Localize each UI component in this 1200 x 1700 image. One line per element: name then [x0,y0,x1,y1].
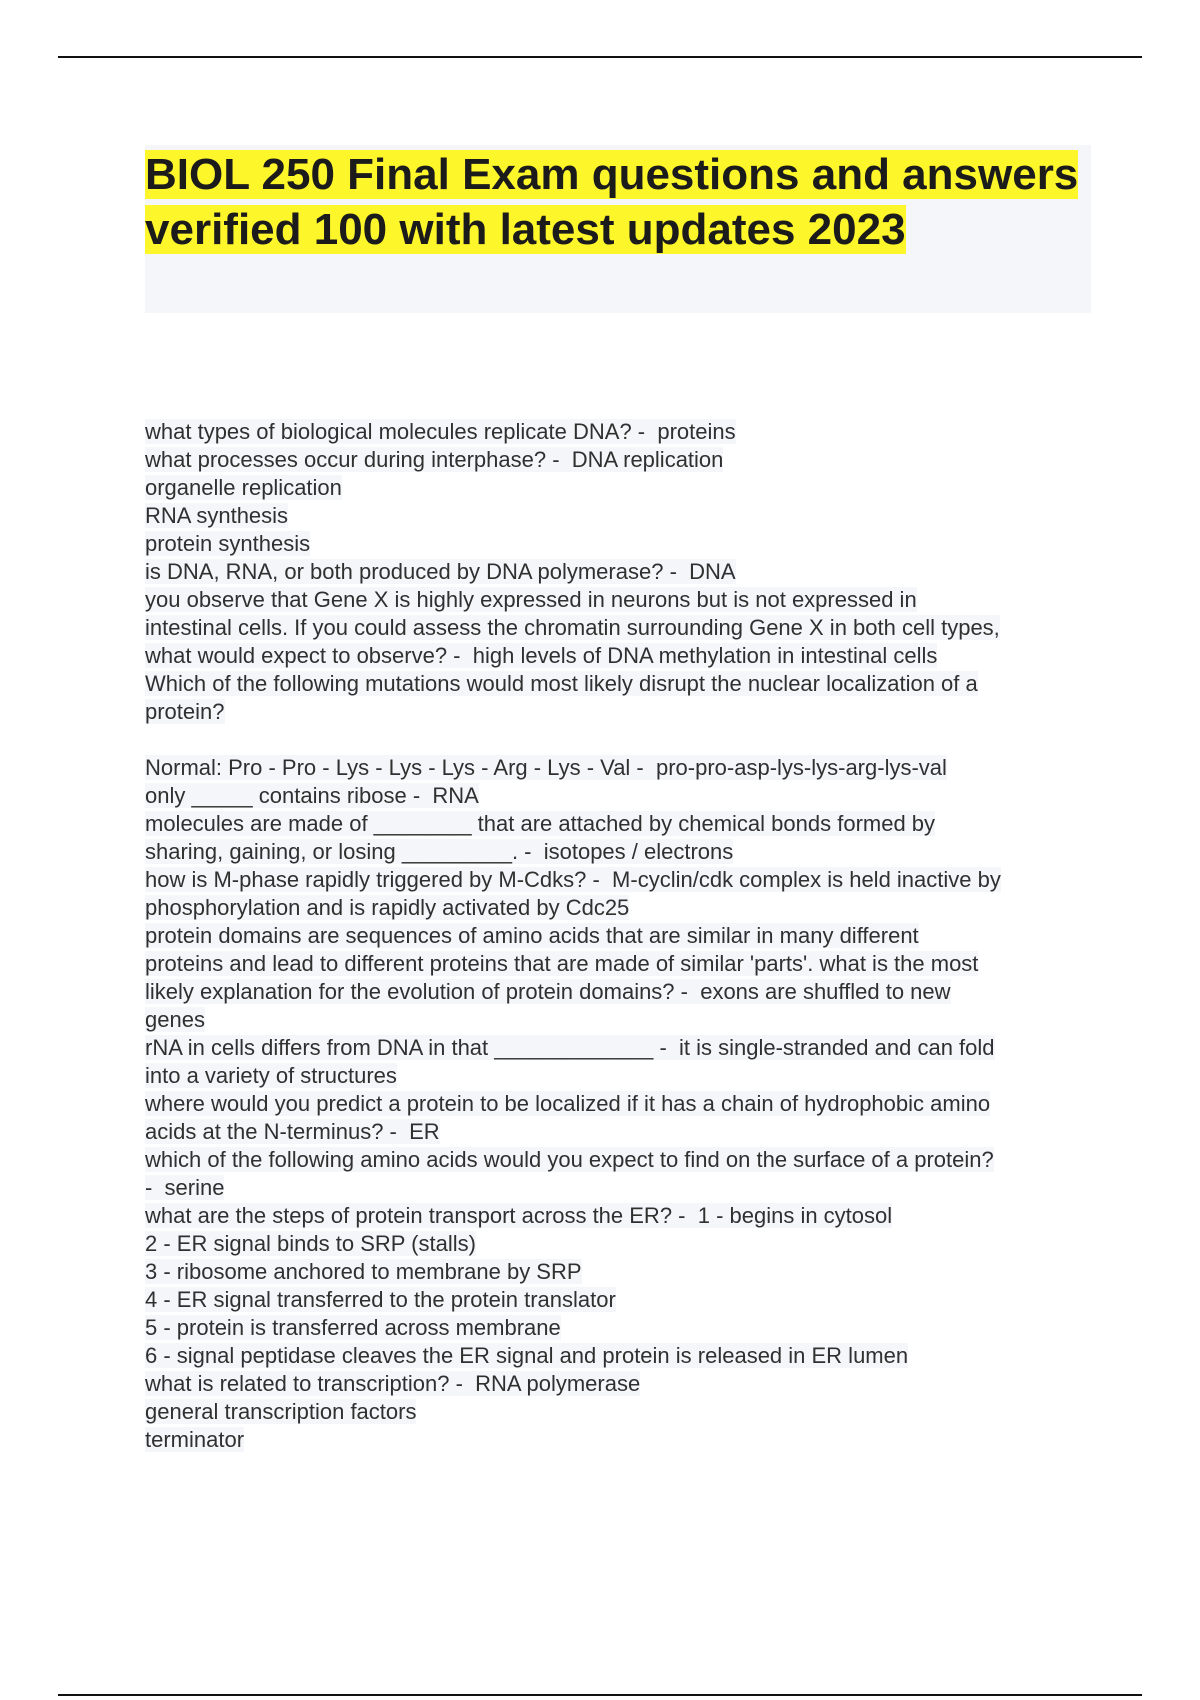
text-line [145,1314,1095,1342]
text-line-content: what processes occur during interphase? - DNA replication [145,447,724,472]
text-line [145,1202,1095,1230]
text-line-content: organelle replication [145,475,342,500]
text-line-content: molecules are made of ________ that are attached by chemical bonds formed by [145,811,936,836]
text-line [145,474,1095,502]
text-line [145,782,1095,810]
text-line [145,502,1095,530]
text-line [145,1426,1095,1454]
text-line-content: 3 - ribosome anchored to membrane by SRP [145,1259,582,1284]
text-line [145,446,1095,474]
text-line [145,1258,1095,1286]
text-line [145,586,1095,614]
text-line [145,922,1095,950]
text-line-content: what are the steps of protein transport across the ER? - 1 - begins in cytosol [145,1203,893,1228]
document-title [145,145,1091,257]
text-line-content: Which of the following mutations would most likely disrupt the nuclear localization of a [145,671,978,696]
top-divider [58,56,1142,58]
text-line-content: phosphorylation and is rapidly activated by Cdc25 [145,895,630,920]
text-line [145,558,1095,586]
text-line-content: intestinal cells. If you could assess the chromatin surrounding Gene X in both cell types, [145,615,1000,640]
text-line [145,1034,1095,1062]
text-line [145,698,1095,726]
text-line [145,670,1095,698]
text-line [145,1342,1095,1370]
text-line-content: terminator [145,1427,245,1452]
text-line [145,754,1095,782]
text-line-content: Normal: Pro - Pro - Lys - Lys - Lys - Arg - Lys - Val - pro-pro-asp-lys-lys-arg-lys-val [145,755,947,780]
text-line [145,1146,1095,1174]
text-line [145,1370,1095,1398]
text-line-content: 5 - protein is transferred across membrane [145,1315,561,1340]
text-line-content: which of the following amino acids would you expect to find on the surface of a protein? [145,1147,994,1172]
text-line [145,1174,1095,1202]
document-title-text: BIOL 250 Final Exam questions and answers verified 100 with latest updates 2023 [145,150,1079,254]
text-line [145,418,1095,446]
text-line [145,530,1095,558]
text-line [145,810,1095,838]
text-line [145,1286,1095,1314]
text-line-content: RNA synthesis [145,503,289,528]
text-line-content: 4 - ER signal transferred to the protein translator [145,1287,616,1312]
text-line-content: general transcription factors [145,1399,417,1424]
text-line [145,1090,1095,1118]
text-line-content: what would expect to observe? - high levels of DNA methylation in intestinal cells [145,643,938,668]
text-line-content: is DNA, RNA, or both produced by DNA polymerase? - DNA [145,559,736,584]
text-line [145,1398,1095,1426]
text-line-content: protein? [145,699,225,724]
text-line-content: rNA in cells differs from DNA in that _____________ - it is single-stranded and can fold [145,1035,995,1060]
text-line [145,1006,1095,1034]
text-line [145,1118,1095,1146]
text-line-content: only _____ contains ribose - RNA [145,783,479,808]
text-line [145,614,1095,642]
title-block [145,145,1091,313]
text-line [145,838,1095,866]
text-line-content: 2 - ER signal binds to SRP (stalls) [145,1231,476,1256]
text-line [145,866,1095,894]
text-line-content: genes [145,1007,205,1032]
text-line-content: how is M-phase rapidly triggered by M-Cdks? - M-cyclin/cdk complex is held inactive by [145,867,1001,892]
text-line-content: acids at the N-terminus? - ER [145,1119,440,1144]
text-line-content: - serine [145,1175,225,1200]
document-body [145,418,1095,1454]
text-line [145,1062,1095,1090]
text-line-content: protein domains are sequences of amino acids that are similar in many different [145,923,919,948]
bottom-divider [58,1694,1142,1696]
text-line [145,978,1095,1006]
text-line-content: likely explanation for the evolution of protein domains? - exons are shuffled to new [145,979,951,1004]
blank-line [145,726,1095,754]
text-line-content: what types of biological molecules replicate DNA? - proteins [145,419,736,444]
text-line [145,894,1095,922]
text-line-content: protein synthesis [145,531,311,556]
text-line-content: where would you predict a protein to be localized if it has a chain of hydrophobic amino [145,1091,991,1116]
text-line [145,1230,1095,1258]
text-line-content: 6 - signal peptidase cleaves the ER signal and protein is released in ER lumen [145,1343,909,1368]
text-line-content: proteins and lead to different proteins that are made of similar 'parts'. what is the most [145,951,979,976]
text-line-content: what is related to transcription? - RNA polymerase [145,1371,641,1396]
text-line [145,642,1095,670]
text-line-content: sharing, gaining, or losing _________. - isotopes / electrons [145,839,734,864]
text-line-content: into a variety of structures [145,1063,397,1088]
text-line-content: you observe that Gene X is highly expressed in neurons but is not expressed in [145,587,917,612]
text-line [145,950,1095,978]
